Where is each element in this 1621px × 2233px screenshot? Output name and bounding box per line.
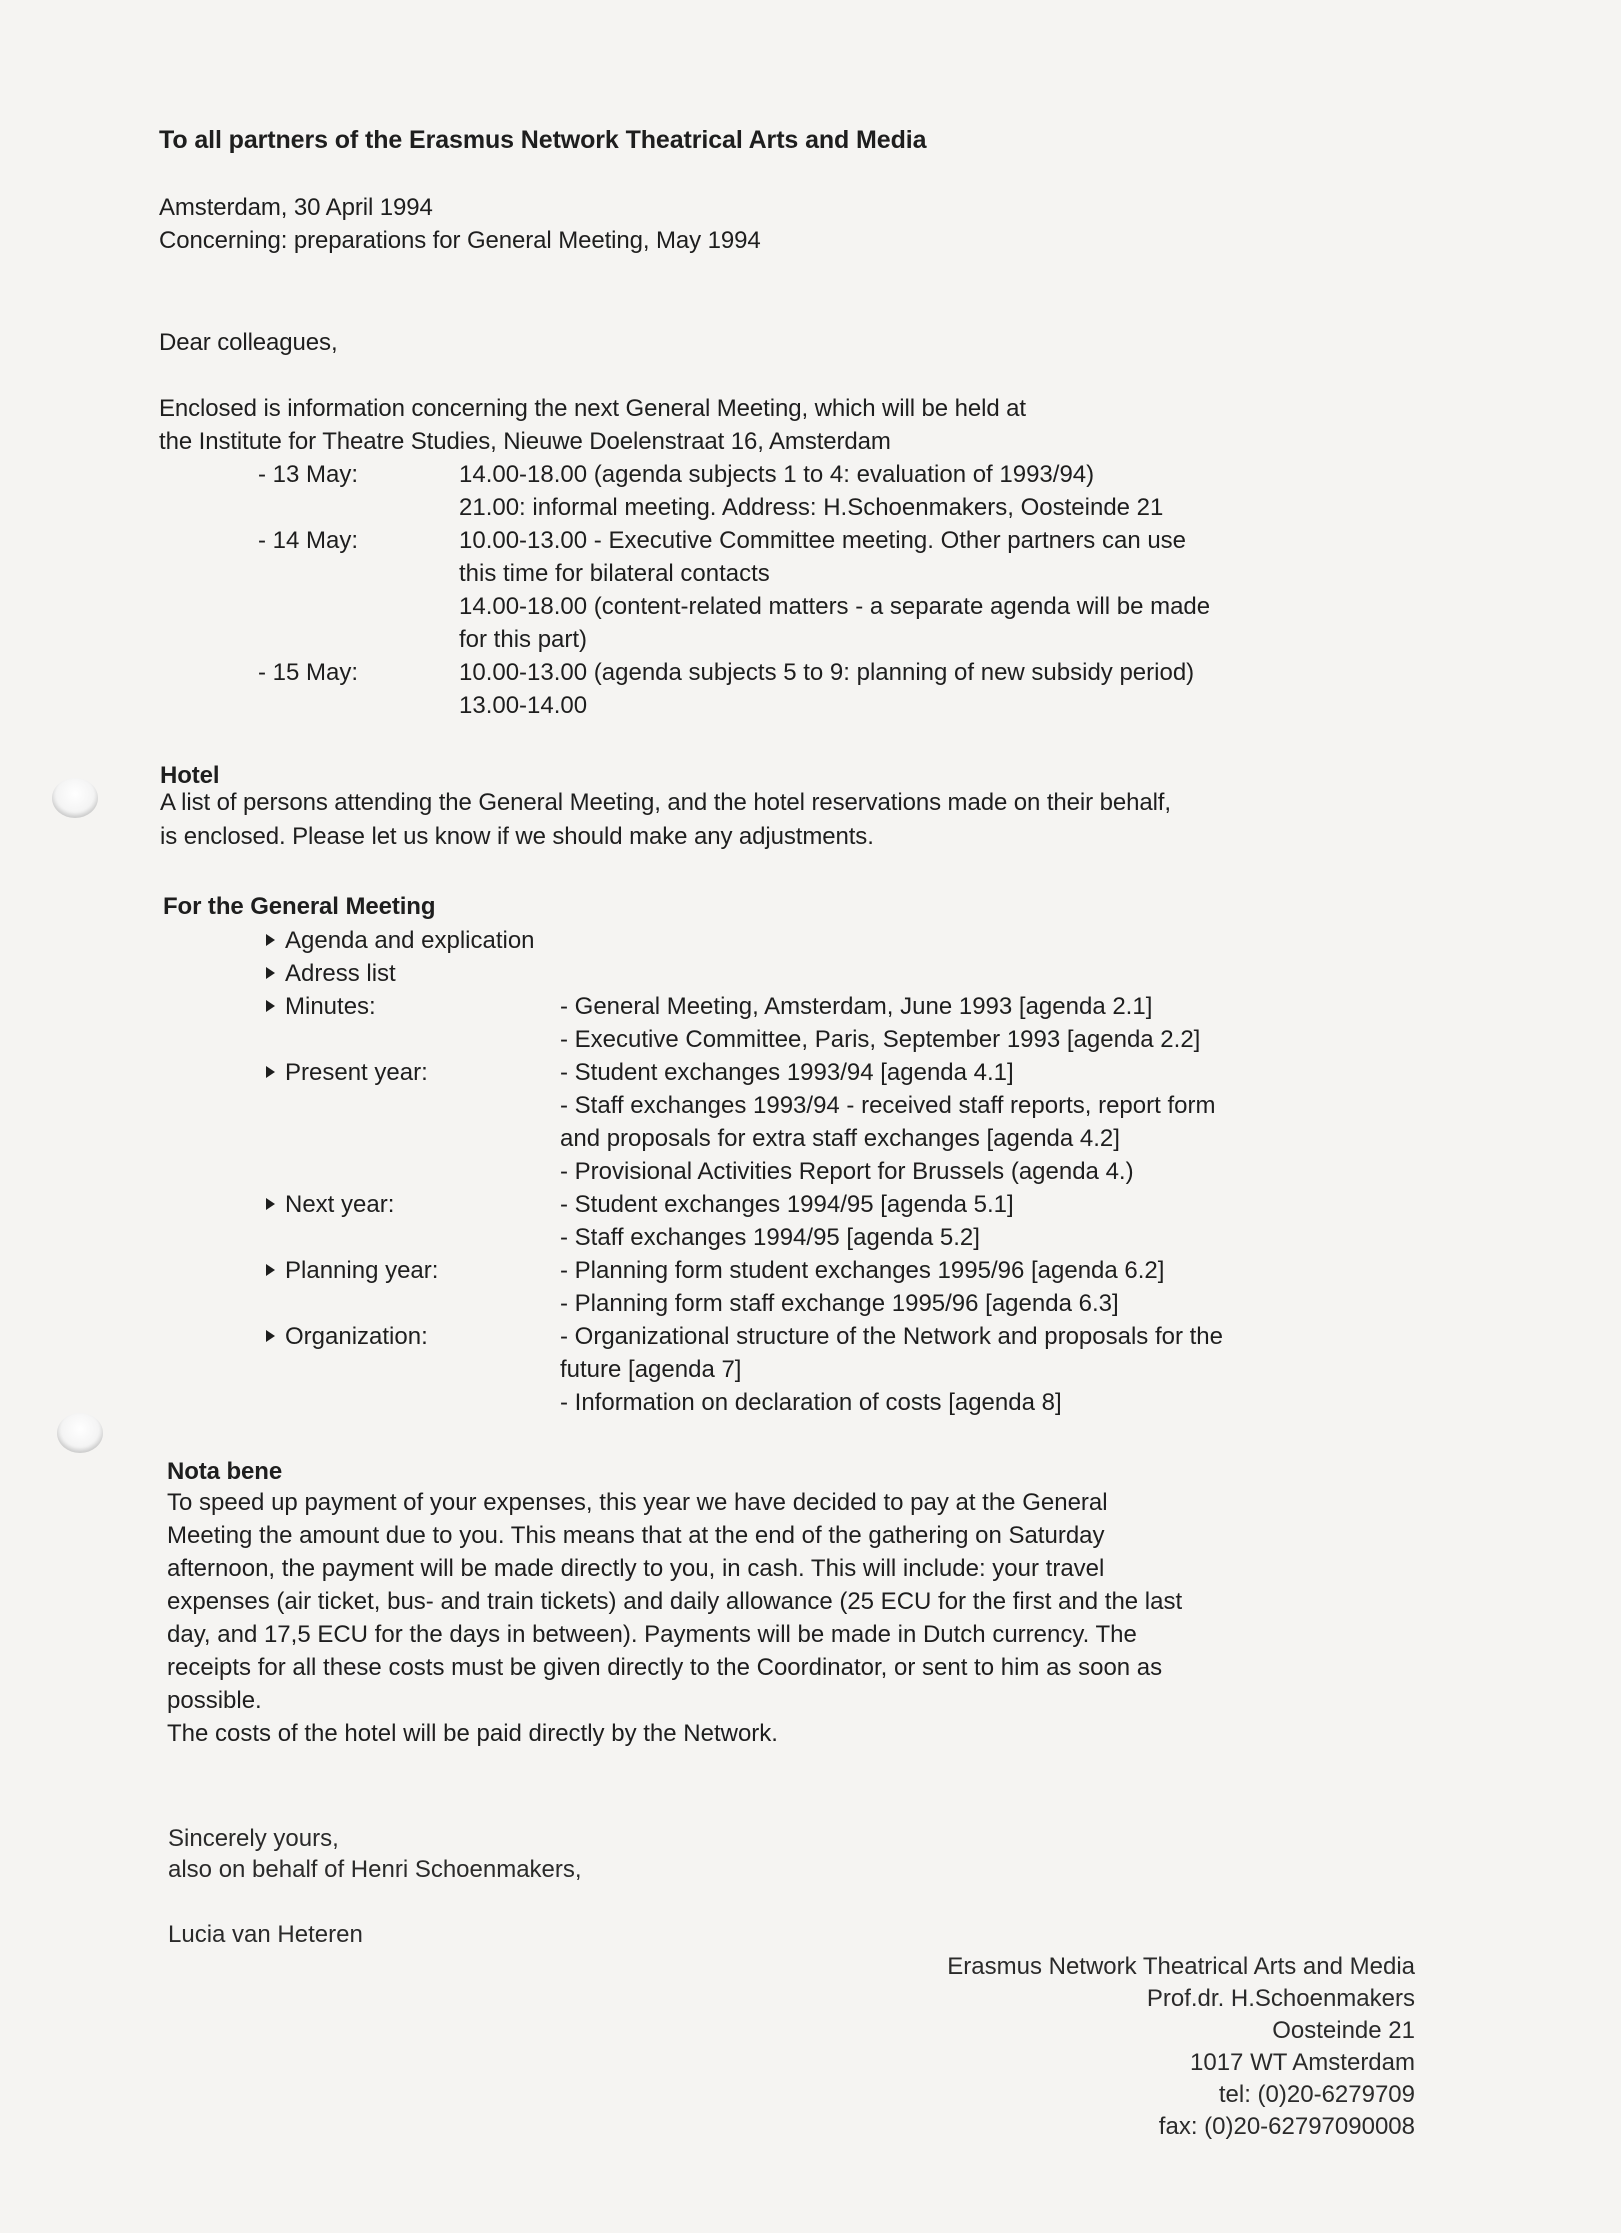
enclosure-subitem: future [agenda 7] bbox=[560, 1356, 742, 1383]
nota-bene-line: receipts for all these costs must be given directly to the Coordinator, or sent to him as soon as bbox=[167, 1654, 1163, 1681]
intro-line: Enclosed is information concerning the next General Meeting, which will be held at bbox=[159, 395, 1026, 422]
enclosure-subitem: - Student exchanges 1994/95 [agenda 5.1] bbox=[560, 1191, 1014, 1218]
triangle-right-icon bbox=[266, 1330, 275, 1342]
enclosure-item bbox=[266, 990, 376, 1023]
address-line: Erasmus Network Theatrical Arts and Media bbox=[947, 1953, 1415, 1980]
nota-bene-line: The costs of the hotel will be paid directly by the Network. bbox=[167, 1720, 778, 1747]
schedule-date: - 14 May: bbox=[258, 527, 359, 554]
closing-line: Sincerely yours, bbox=[168, 1825, 339, 1852]
address-line: tel: (0)20-6279709 bbox=[1218, 2081, 1415, 2108]
enclosure-subitem: - Staff exchanges 1994/95 [agenda 5.2] bbox=[560, 1224, 980, 1251]
hotel-text: is enclosed. Please let us know if we should make any adjustments. bbox=[160, 823, 874, 850]
address-line: Oosteinde 21 bbox=[1272, 2017, 1415, 2044]
triangle-right-icon bbox=[266, 1066, 275, 1078]
enclosure-subitem: - Provisional Activities Report for Brussels (agenda 4.) bbox=[560, 1158, 1134, 1185]
punch-hole-icon bbox=[52, 778, 98, 818]
enclosure-subitem: - Planning form staff exchange 1995/96 [agenda 6.3] bbox=[560, 1290, 1119, 1317]
triangle-right-icon bbox=[266, 934, 275, 946]
enclosure-subitem: - Executive Committee, Paris, September 1993 [agenda 2.2] bbox=[560, 1026, 1201, 1053]
schedule-line: 21.00: informal meeting. Address: H.Schoenmakers, Oosteinde 21 bbox=[459, 494, 1164, 521]
nota-bene-line: day, and 17,5 ECU for the days in between). Payments will be made in Dutch currency. The bbox=[167, 1621, 1137, 1648]
enclosure-label: Agenda and explication bbox=[285, 927, 535, 954]
punch-hole-icon bbox=[57, 1413, 103, 1453]
enclosure-label: Minutes: bbox=[285, 993, 376, 1020]
enclosure-subitem: - Staff exchanges 1993/94 - received staff reports, report form bbox=[560, 1092, 1216, 1119]
date-line: Amsterdam, 30 April 1994 bbox=[159, 194, 433, 221]
nota-bene-line: expenses (air ticket, bus- and train tickets) and daily allowance (25 ECU for the first and the last bbox=[167, 1588, 1183, 1615]
triangle-right-icon bbox=[266, 1264, 275, 1276]
enclosure-item bbox=[266, 924, 535, 957]
enclosure-label: Planning year: bbox=[285, 1257, 439, 1284]
enclosure-item bbox=[266, 1188, 394, 1221]
enclosure-subitem: - Student exchanges 1993/94 [agenda 4.1] bbox=[560, 1059, 1014, 1086]
general-meeting-heading: For the General Meeting bbox=[163, 893, 436, 920]
schedule-line: for this part) bbox=[459, 626, 588, 653]
address-line: Prof.dr. H.Schoenmakers bbox=[1146, 1985, 1415, 2012]
enclosure-item bbox=[266, 1056, 428, 1089]
enclosure-item bbox=[266, 1320, 428, 1353]
enclosure-subitem: - General Meeting, Amsterdam, June 1993 [agenda 2.1] bbox=[560, 993, 1153, 1020]
schedule-line: 10.00-13.00 - Executive Committee meeting. Other partners can use bbox=[459, 527, 1187, 554]
enclosure-label: Next year: bbox=[285, 1191, 395, 1218]
triangle-right-icon bbox=[266, 1000, 275, 1012]
concerning-line: Concerning: preparations for General Meeting, May 1994 bbox=[159, 227, 761, 254]
letter-title: To all partners of the Erasmus Network Theatrical Arts and Media bbox=[159, 126, 927, 154]
nota-bene-line: Meeting the amount due to you. This means that at the end of the gathering on Saturday bbox=[167, 1522, 1105, 1549]
schedule-line: 10.00-13.00 (agenda subjects 5 to 9: planning of new subsidy period) bbox=[459, 659, 1195, 686]
greeting: Dear colleagues, bbox=[159, 329, 338, 356]
nota-bene-line: afternoon, the payment will be made directly to you, in cash. This will include: your travel bbox=[167, 1555, 1105, 1582]
nota-bene-line: possible. bbox=[167, 1687, 262, 1714]
enclosure-subitem: - Information on declaration of costs [agenda 8] bbox=[560, 1389, 1062, 1416]
nota-bene-line: To speed up payment of your expenses, this year we have decided to pay at the General bbox=[167, 1489, 1108, 1516]
enclosure-subitem: and proposals for extra staff exchanges [agenda 4.2] bbox=[560, 1125, 1120, 1152]
enclosure-item bbox=[266, 957, 396, 990]
hotel-text: A list of persons attending the General Meeting, and the hotel reservations made on their behalf, bbox=[160, 789, 1171, 816]
hotel-heading: Hotel bbox=[160, 762, 220, 789]
enclosure-label: Organization: bbox=[285, 1323, 428, 1350]
enclosure-label: Adress list bbox=[285, 960, 396, 987]
enclosure-item bbox=[266, 1254, 438, 1287]
nota-bene-heading: Nota bene bbox=[167, 1458, 283, 1485]
schedule-date: - 13 May: bbox=[258, 461, 359, 488]
enclosure-subitem: - Organizational structure of the Network and proposals for the bbox=[560, 1323, 1223, 1350]
triangle-right-icon bbox=[266, 1198, 275, 1210]
schedule-date: - 15 May: bbox=[258, 659, 359, 686]
enclosure-subitem: - Planning form student exchanges 1995/96 [agenda 6.2] bbox=[560, 1257, 1165, 1284]
enclosure-label: Present year: bbox=[285, 1059, 428, 1086]
triangle-right-icon bbox=[266, 967, 275, 979]
closing-line: also on behalf of Henri Schoenmakers, bbox=[168, 1856, 582, 1883]
address-line: 1017 WT Amsterdam bbox=[1190, 2049, 1415, 2076]
address-line: fax: (0)20-62797090008 bbox=[1158, 2113, 1415, 2140]
schedule-line: 14.00-18.00 (agenda subjects 1 to 4: evaluation of 1993/94) bbox=[459, 461, 1095, 488]
schedule-line: 14.00-18.00 (content-related matters - a separate agenda will be made bbox=[459, 593, 1211, 620]
signer-name: Lucia van Heteren bbox=[168, 1921, 363, 1948]
schedule-line: this time for bilateral contacts bbox=[459, 560, 770, 587]
intro-line: the Institute for Theatre Studies, Nieuwe Doelenstraat 16, Amsterdam bbox=[159, 428, 891, 455]
schedule-line: 13.00-14.00 bbox=[459, 692, 588, 719]
